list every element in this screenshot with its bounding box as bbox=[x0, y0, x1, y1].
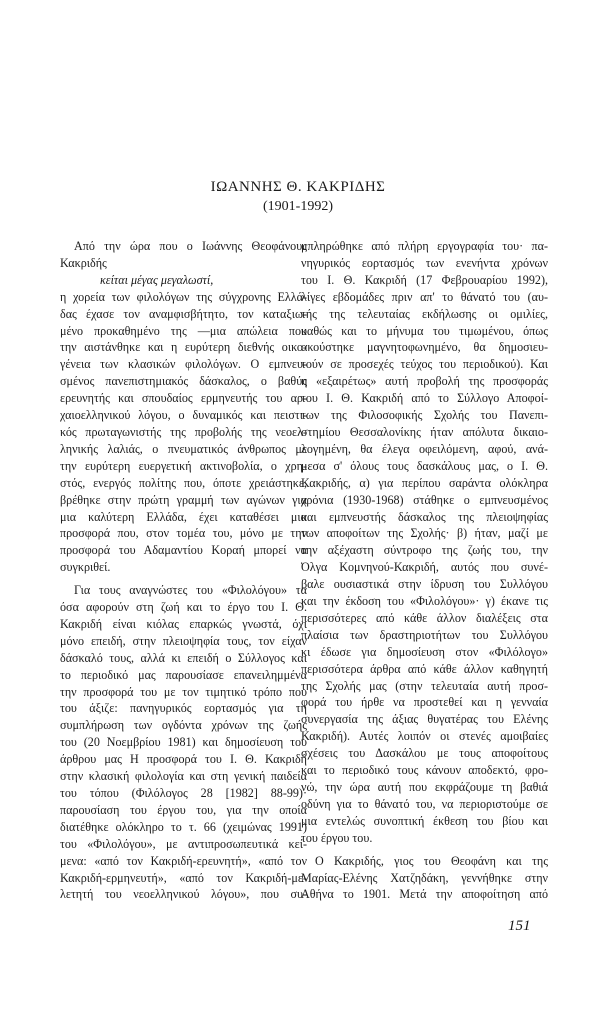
text-line: καθώς και το μήνυμα του τιμωμένου, όπως bbox=[301, 323, 548, 338]
right-text-column bbox=[301, 238, 548, 903]
text-line: η «εξαιρέτως» αυτή προβολή της προσφοράς bbox=[301, 374, 548, 389]
text-line: Από την ώρα που ο Ιωάννης Θεοφάνους bbox=[74, 239, 307, 253]
text-line: μεσα σ' όλους τους δασκάλους μας, ο Ι. Θ. bbox=[301, 458, 548, 473]
text-line: στην κλασική φιλολογία και στη γενική παιδεία bbox=[60, 769, 307, 784]
text-line: τούν σε προσεχές τεύχος του περιοδικού). Και bbox=[301, 357, 548, 372]
heading-dates: (1901-1992) bbox=[263, 199, 333, 214]
text-line: Κακριδής, α) για περίπου σαράντα ολόκληρα bbox=[301, 475, 548, 490]
text-line: του Ι. Θ. Κακριδή από το Σύλλογο Αποφοί- bbox=[301, 391, 548, 406]
text-line: δάσκαλό τους, αλλά κι επειδή ο Σύλλογος και bbox=[60, 650, 307, 665]
text-line: κείται μέγας μεγαλωστί, bbox=[100, 272, 214, 287]
text-line: άρθρου μας Η προσφορά του Ι. Θ. Κακριδή bbox=[60, 752, 307, 767]
text-line: προσφορά του Αδαμαντίου Κοραή μπορεί να bbox=[60, 543, 307, 558]
text-line: ληνικής λαλιάς, ο πνευματικός άνθρωπος με bbox=[60, 441, 307, 456]
text-line: του τόπου (Φιλόλογος 28 [1982] 88-99)· bbox=[60, 786, 307, 800]
text-line: το περιοδικό μας παρουσίασε επανειλημμένα bbox=[60, 667, 307, 682]
text-line: μια εντελώς συνοπτική έκθεση του βίου και bbox=[301, 813, 548, 828]
text-line: περισσότερα άρθρα από κάθε άλλον καθηγητή bbox=[301, 661, 548, 676]
text-line: της Σχολής μας (στην τελευταία αυτή προσ- bbox=[301, 678, 548, 693]
text-line: και το περιοδικό τους κάνουν αποδεκτό, φρο- bbox=[301, 763, 548, 778]
text-line: σμένος πανεπιστημιακός δάσκαλος, ο βαθύς bbox=[60, 374, 307, 389]
page-number: 151 bbox=[508, 918, 531, 934]
text-line: Κακριδή). Αυτές λοιπόν οι στενές αμοιβαίες bbox=[301, 729, 548, 744]
text-line: την προσφορά του με τον τιμητικό τρόπο που bbox=[60, 684, 307, 699]
text-line: μόνο επειδή, στην πλειοψηφία τους, τον είχαν bbox=[60, 633, 307, 648]
text-line: περισσότερες από κάθε άλλον διαλέξεις στα bbox=[301, 610, 548, 625]
text-line: παρουσίαση του έργου του, για την οποία bbox=[60, 802, 307, 817]
text-line: ερευνητής και σπουδαίος ερμηνευτής του αρ- bbox=[60, 391, 307, 406]
text-line: βρέθηκε στην πρώτη γραμμή των αγώνων για bbox=[60, 492, 307, 507]
text-line: του έργου του. bbox=[301, 830, 373, 845]
text-line: Για τους αναγνώστες του «Φιλολόγου» τα bbox=[74, 583, 307, 598]
text-line: Ο Κακριδής, γιος του Θεοφάνη και της bbox=[315, 853, 548, 868]
text-line: μένο προκαθημένο της —μια απώλεια που bbox=[60, 323, 307, 338]
text-line: δας έχασε τον αναμφισβήτητο, τον καταξιω- bbox=[60, 306, 307, 321]
text-line: λογημένη, θα έλεγα οφειλόμενη, αφού, ανά- bbox=[301, 441, 548, 456]
text-line: ακούστηκε μαγνητοφωνημένο, θα δημοσιευ- bbox=[301, 340, 548, 355]
text-line: Όλγα Κομνηνού-Κακριδή, αυτός που συνέ- bbox=[301, 560, 548, 575]
heading-name: ΙΩΑΝΝΗΣ Θ. ΚΑΚΡΙΔΗΣ bbox=[210, 179, 386, 195]
text-line: διατέθηκε ολόκληρο το τ. 66 (χειμώνας 1991) bbox=[60, 819, 307, 834]
text-line: την ευρύτερη ευεργετική ακτινοβολία, ο χρη- bbox=[60, 458, 307, 473]
text-line: Κακριδή-ερμηνευτή», «από τον Κακριδή-με- bbox=[60, 870, 307, 885]
text-line: του άξιζε: πανηγυρικός εορτασμός για τη bbox=[60, 701, 307, 716]
text-line: πλαίσια των δραστηριοτήτων του Συλλόγου bbox=[301, 627, 548, 642]
text-line: κός πρωταγωνιστής της προβολής της νεοελ- bbox=[60, 424, 307, 439]
text-line: σχέσεις του Δασκάλου με τους αποφοίτους bbox=[301, 746, 548, 761]
text-line: λετητή του νεοελληνικού λόγου», που συ- bbox=[60, 887, 307, 902]
text-line: των της Φιλοσοφικής Σχολής του Πανεπι- bbox=[301, 408, 548, 423]
obituary-heading bbox=[0, 178, 596, 216]
text-line: τής της τελευταίας εκδήλωσης οι ομιλίες, bbox=[301, 306, 548, 321]
text-line: των αποφοίτων της Σχολής· β) ήταν, μαζί με bbox=[301, 526, 548, 541]
text-line: στημίου Θεσσαλονίκης ήταν απόλυτα δικαιο- bbox=[301, 424, 548, 439]
text-line: Κακριδής bbox=[60, 255, 107, 270]
left-text-column bbox=[60, 238, 307, 903]
text-line: χρόνια (1930-1968) στάθηκε ο εμπνευσμένος bbox=[301, 492, 548, 507]
text-line: συγκριθεί. bbox=[60, 560, 111, 575]
text-line: την αξέχαστη σύντροφο της ζωής του, την bbox=[301, 543, 548, 558]
text-line: βαλε ουσιαστικά στην ίδρυση του Συλλόγου bbox=[301, 577, 548, 592]
text-line: Κακριδή είναι κιόλας επαρκώς γνωστά, όχι bbox=[60, 616, 307, 631]
text-line: κι έδωσε για δημοσίευση στον «Φιλόλογο» bbox=[301, 644, 548, 659]
text-line: νώ, την ώρα αυτή που εκφράζουμε τη βαθιά bbox=[301, 780, 548, 794]
text-line: οδύνη για το θάνατό του, να περιοριστούμε σε bbox=[301, 796, 548, 811]
text-line: λίγες εβδομάδες πριν απ' το θάνατό του (αυ- bbox=[301, 289, 548, 304]
text-line: όσα αφορούν στη ζωή και το έργο του Ι. Θ. bbox=[60, 600, 307, 615]
text-line: του «Φιλολόγου», με αντιπροσωπευτικά κεί- bbox=[60, 836, 307, 851]
text-line: συμπλήρωση των ογδόντα χρόνων της ζωής bbox=[60, 718, 307, 733]
text-line: του Ι. Θ. Κακριδή (17 Φεβρουαρίου 1992), bbox=[301, 272, 548, 287]
text-line: στός, ενεργός πολίτης που, όποτε χρειάστηκε, bbox=[60, 475, 307, 490]
text-line: την αιστάνθηκε και η ευρύτερη διεθνής οικο- bbox=[60, 340, 307, 355]
text-line: μια καλύτερη Ελλάδα, έχει καταθέσει μια bbox=[60, 509, 307, 524]
text-line: νηγυρικός εορτασμός των ενενήντα χρόνων bbox=[301, 255, 548, 270]
text-line: μπληρώθηκε από πλήρη εργογραφία του· πα- bbox=[301, 239, 548, 253]
text-line: φορά του ήρθε να προστεθεί και η γενναία bbox=[301, 695, 548, 710]
text-line: γένεια των κλασικών φιλολόγων. Ο εμπνευ- bbox=[60, 357, 307, 372]
text-line: προσφορά που, στον τομέα του, μόνο με την bbox=[60, 526, 307, 541]
text-line: του (20 Νοεμβρίου 1981) και δημοσίευση του bbox=[60, 735, 307, 750]
text-line: συνεργασία της άξιας θυγατέρας του Ελένης bbox=[301, 712, 548, 727]
text-line: Αθήνα το 1901. Μετά την αποφοίτηση από bbox=[301, 887, 548, 902]
text-line: και την έκδοση του «Φιλολόγου»· γ) έκανε τις bbox=[301, 594, 548, 609]
text-line: χαιοελληνικού λόγου, ο δυναμικός και πειστι- bbox=[60, 408, 307, 423]
text-line: και εμπνευστής δάσκαλος της πλειοψηφίας bbox=[301, 509, 548, 524]
text-line: η χορεία των φιλολόγων της σύγχρονης Ελλά- bbox=[60, 289, 307, 304]
text-line: Μαρίας-Ελένης Χατζηδάκη, γεννήθηκε στην bbox=[301, 870, 548, 885]
text-line: μενα: «από τον Κακριδή-ερευνητή», «από τον bbox=[60, 853, 307, 868]
